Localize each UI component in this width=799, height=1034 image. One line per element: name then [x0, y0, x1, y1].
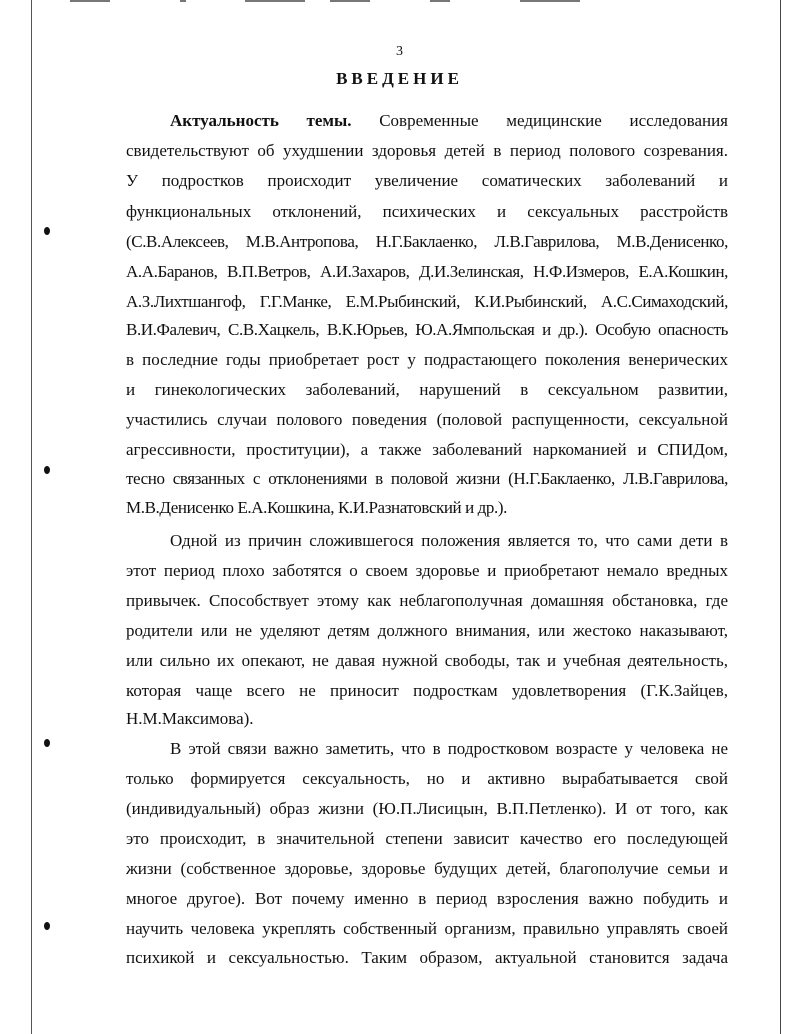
text-line: родители или не уделяют детям должного внимания, или жестоко наказывают,	[126, 621, 728, 640]
text-line: участились случаи полового поведения (половой распущенности, сексуальной	[126, 410, 728, 429]
text-line: только формируется сексуальность, но и активно вырабатывается свой	[126, 769, 728, 788]
text-line: этот период плохо заботятся о своем здоровье и приобретают немало вредных	[126, 561, 728, 580]
binder-hole	[44, 922, 50, 930]
scan-edge-right	[780, 0, 781, 1034]
binder-hole	[44, 739, 50, 747]
text-line: в последние годы приобретает рост у подрастающего поколения венерических	[126, 350, 728, 369]
text-line: М.В.Денисенко Е.А.Кошкина, К.И.Разнатовский и др.).	[126, 498, 507, 517]
scan-edge-left	[31, 0, 32, 1034]
page-title: ВВЕДЕНИЕ	[336, 69, 463, 88]
text-line: психикой и сексуальностью. Таким образом, актуальной становится задача	[126, 948, 728, 967]
text-line: Н.М.Максимова).	[126, 709, 254, 728]
binder-hole	[44, 227, 50, 235]
text-line: жизни (собственное здоровье, здоровье будущих детей, благополучие семьи и	[126, 859, 728, 878]
text-line: (индивидуальный) образ жизни (Ю.П.Лисицын, В.П.Петленко). И от того, как	[126, 799, 728, 818]
text-line: или сильно их опекают, не давая нужной свободы, так и учебная деятельность,	[126, 651, 728, 670]
text-line: агрессивности, проституции), а также заболеваний наркоманией и СПИДом,	[126, 440, 728, 459]
text-line: это происходит, в значительной степени зависит качество его последующей	[126, 829, 728, 848]
text-line: А.А.Баранов, В.П.Ветров, А.И.Захаров, Д.И.Зелинская, Н.Ф.Измеров, Е.А.Кошкин,	[126, 262, 728, 281]
text-line: В.И.Фалевич, С.В.Хацкель, В.К.Юрьев, Ю.А.Ямпольская и др.). Особую опасность	[126, 320, 728, 339]
text-line: научить человека укреплять собственный организм, правильно управлять своей	[126, 919, 728, 938]
text-line: свидетельствуют об ухудшении здоровья детей в период полового созревания.	[126, 141, 728, 160]
text-line: тесно связанных с отклонениями в половой жизни (Н.Г.Баклаенко, Л.В.Гаврилова,	[126, 469, 728, 488]
text-line: У подростков происходит увеличение соматических заболеваний и	[126, 171, 728, 190]
section-lead: Актуальность темы.	[170, 111, 352, 130]
page-number: 3	[396, 44, 403, 59]
text-line	[170, 111, 728, 131]
text-line: функциональных отклонений, психических и сексуальных расстройств	[126, 202, 728, 221]
text-line-content: Современные медицинские исследования	[379, 111, 729, 130]
text-line: (С.В.Алексеев, М.В.Антропова, Н.Г.Баклаенко, Л.В.Гаврилова, М.В.Денисенко,	[126, 232, 728, 251]
text-line: В этой связи важно заметить, что в подростковом возрасте у человека не	[170, 739, 728, 758]
text-line: многое другое). Вот почему именно в период взросления важно побудить и	[126, 889, 728, 908]
text-line: привычек. Способствует этому как неблагополучная домашняя обстановка, где	[126, 591, 728, 610]
text-line: А.З.Лихтшангоф, Г.Г.Манке, Е.М.Рыбинский, К.И.Рыбинский, А.С.Симаходский,	[126, 292, 728, 311]
text-line: и гинекологических заболеваний, нарушений в сексуальном развитии,	[126, 380, 728, 399]
scan-top-marks	[0, 0, 799, 6]
binder-hole	[44, 466, 50, 474]
text-line: Одной из причин сложившегося положения является то, что сами дети в	[170, 531, 728, 550]
text-line: которая чаще всего не приносит подросткам удовлетворения (Г.К.Зайцев,	[126, 681, 728, 700]
